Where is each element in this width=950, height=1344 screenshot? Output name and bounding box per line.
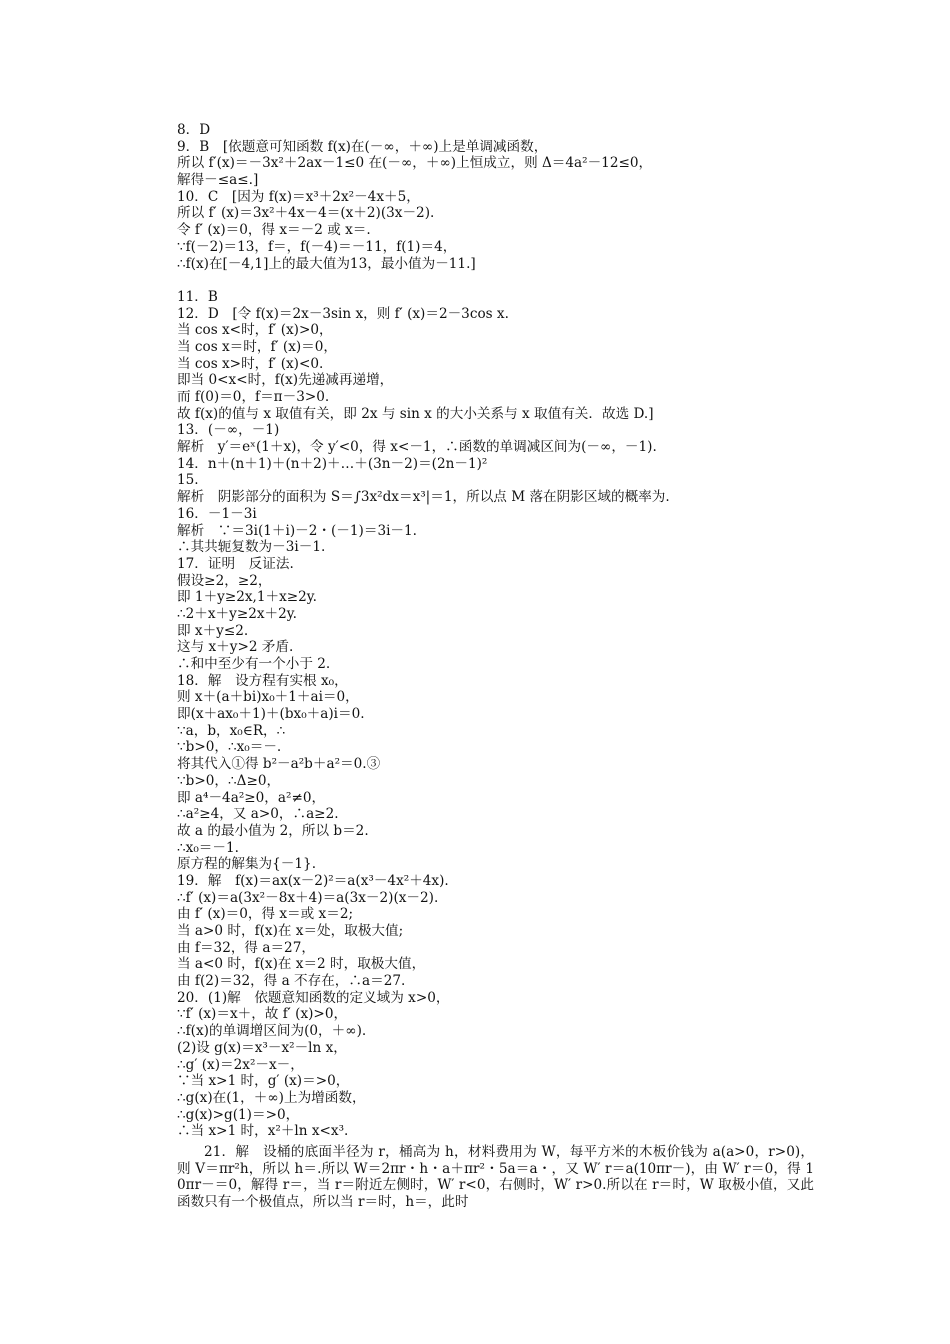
answer-line: ∴g′ (x)＝2x²－x－，: [177, 1056, 304, 1073]
answer-line: ∴a²≥4，又 a>0，∴a≥2.: [177, 806, 339, 823]
answer-line: ∵当 x>1 时，g′ (x)＝>0，: [177, 1073, 350, 1090]
answer-line: 解析 ∵＝3i(1＋i)－2・(－1)＝3i－1.: [177, 522, 418, 539]
answer-line: 当 a<0 时，f(x)在 x＝2 时，取极大值，: [177, 956, 426, 973]
answer-line: 假设≥2，≥2，: [177, 572, 272, 589]
answer-line: 解得－≤a≤.]: [177, 172, 259, 189]
answer-line: ∵f(－2)＝13，f＝，f(－4)＝－11，f(1)＝4，: [177, 238, 457, 255]
answer-line: 当 a>0 时，f(x)在 x＝处，取极大值;: [177, 923, 404, 939]
answer-line: 这与 x＋y>2 矛盾.: [177, 639, 294, 656]
answer-line: 由 f＝32，得 a＝27，: [177, 939, 315, 956]
answer-line: 解析 阴影部分的面积为 S＝∫3x²dx＝x³|＝1，所以点 M 落在阴影区域的概率为.: [177, 489, 670, 506]
answer-line: ∴g(x)在(1，＋∞)上为增函数，: [177, 1089, 366, 1106]
answer-line: 所以 f′ (x)＝3x²＋4x－4＝(x＋2)(3x－2).: [177, 205, 435, 222]
answer-line: ∴g(x)>g(1)＝>0，: [177, 1106, 300, 1123]
answer-line: ∴f(x)的单调增区间为(0，＋∞).: [177, 1023, 367, 1040]
answer-line: 16．－1－3i: [177, 505, 257, 522]
answer-line: ∴2＋x＋y≥2x＋2y.: [177, 605, 297, 622]
answer-line: ∴其共轭复数为－3i－1.: [177, 539, 326, 556]
answer-line: ∵b>0，∴x₀＝－.: [177, 739, 282, 756]
answer-line: 10．C [因为 f(x)＝x³＋2x²－4x＋5，: [177, 188, 420, 205]
answer-line: 11．B: [177, 288, 218, 305]
answer-line: 原方程的解集为{－1}.: [177, 856, 317, 873]
answer-line: 12．D [令 f(x)＝2x－3sin x，则 f′ (x)＝2－3cos x.: [177, 305, 509, 322]
answer-line: 18．解 设方程有实根 x₀，: [177, 672, 348, 689]
answer-line: 14．n＋(n＋1)＋(n＋2)＋…＋(3n－2)＝(2n－1)²: [177, 455, 488, 472]
answer-line: 由 f′ (x)＝0，得 x＝或 x＝2;: [177, 906, 354, 923]
answer-line: 由 f(2)＝32，得 a 不存在，∴a＝27.: [177, 973, 406, 990]
answer-line: 当 cos x>时，f′ (x)<0.: [177, 355, 324, 372]
answer-line: 19．解 f(x)＝ax(x－2)²＝a(x³－4x²＋4x).: [177, 872, 449, 889]
answer-line: ∴f′ (x)＝a(3x²－8x＋4)＝a(3x－2)(x－2).: [177, 889, 439, 906]
answer-line: 即当 0<x<时，f(x)先递减再递增，: [177, 372, 394, 389]
answer-line: 解析 y′＝eˣ(1＋x)，令 y′<0，得 x<－1，∴函数的单调减区间为(－∞，－1).: [177, 439, 657, 456]
answer-line: 即(x＋ax₀＋1)＋(bx₀＋a)i＝0.: [177, 706, 365, 723]
answer-line: 将其代入①得 b²－a²b＋a²＝0.③: [177, 756, 381, 773]
answer-line: 15.: [177, 472, 199, 489]
answer-line: ∵b>0，∴Δ≥0，: [177, 772, 281, 789]
answer-line: 当 cos x＝时，f′ (x)＝0，: [177, 338, 338, 355]
answer-line: 20．(1)解 依题意知函数的定义域为 x>0，: [177, 989, 450, 1006]
answer-line: 9．B [依题意可知函数 f(x)在(－∞，＋∞)上是单调减函数，: [177, 138, 548, 155]
answer-document: [177, 122, 817, 1140]
answer-line: 而 f(0)＝0，f＝π－3>0.: [177, 389, 330, 405]
answer-line: 故 f(x)的值与 x 取值有关，即 2x 与 sin x 的大小关系与 x 取值有关．故选 D.]: [177, 405, 654, 422]
answer-line: 令 f′ (x)＝0，得 x＝－2 或 x＝.: [177, 222, 371, 239]
answer-line: 17．证明 反证法.: [177, 555, 294, 572]
answer-line: 则 x＋(a＋bi)x₀＋1＋ai＝0，: [177, 689, 359, 706]
answer-line: 13．(－∞，－1): [177, 422, 280, 439]
answer-line: ∵f′ (x)＝x＋，故 f′ (x)>0，: [177, 1006, 348, 1023]
answer-line: ∴和中至少有一个小于 2.: [177, 656, 331, 672]
answer-line: ∴f(x)在[－4,1]上的最大值为13，最小值为－11.]: [177, 255, 476, 272]
answer-line: ∴x₀＝－1.: [177, 839, 239, 856]
answer-21-paragraph: 21．解 设桶的底面半径为 r，桶高为 h，材料费用为 W，每平方米的木板价钱为 a(a>0，r>0)，则 V＝πr²h，所以 h＝.所以 W＝2πr・h・a＋πr²・5a＝a・，又 W′ r＝a(10πr－)，由 W′ r＝0，得 10πr－＝0，解得 r＝，当 r＝附近左侧时，W′ r<0，右侧时，W′ r>0.所以在 r＝时，W 取极小值，又此函数只有一个极值点，所以当 r＝时，h＝，此时: [177, 1144, 814, 1211]
answer-line: 即 1＋y≥2x,1＋x≥2y.: [177, 589, 318, 606]
answer-line: (2)设 g(x)＝x³－x²－ln x，: [177, 1039, 347, 1056]
answer-line: 即 a⁴－4a²≥0，a²≠0，: [177, 789, 326, 806]
answer-line: ∴当 x>1 时，x²＋ln x<x³.: [177, 1123, 349, 1140]
answer-line: ∵a，b，x₀∈R，∴: [177, 722, 286, 739]
answer-line: 所以 f′(x)＝－3x²＋2ax－1≤0 在(－∞，＋∞)上恒成立，则 Δ＝4a²－12≤0，: [177, 155, 653, 172]
answer-line: 故 a 的最小值为 2，所以 b＝2.: [177, 822, 369, 839]
answer-line: 即 x＋y≤2.: [177, 622, 249, 639]
answer-line: 当 cos x<时，f′ (x)>0，: [177, 322, 333, 339]
blank-line: [177, 272, 817, 289]
answer-line: 8．D: [177, 122, 211, 138]
